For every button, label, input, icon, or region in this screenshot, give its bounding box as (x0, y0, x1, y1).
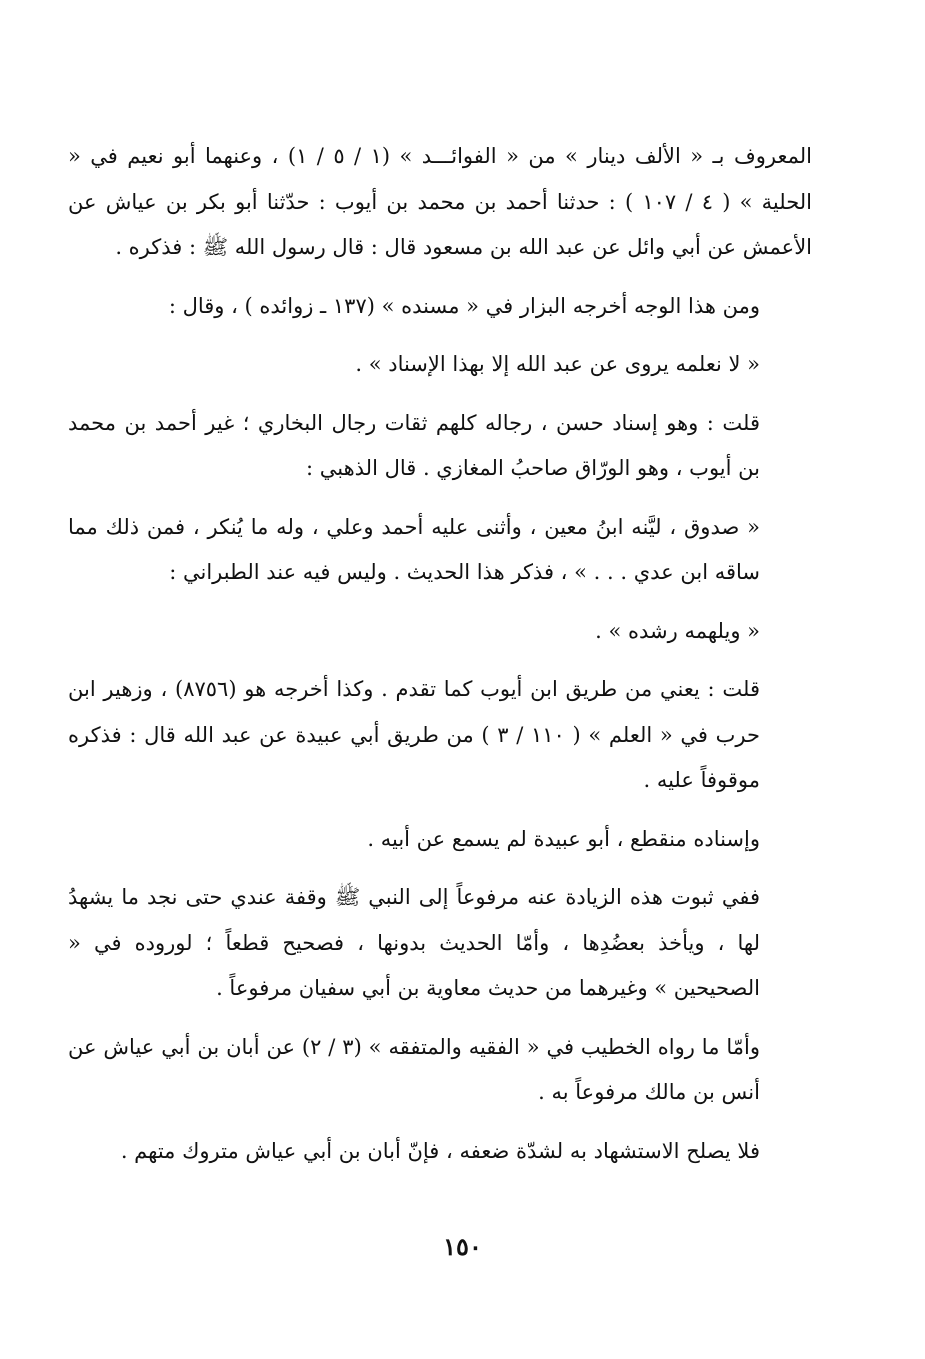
quotation-3: « ويلهمه رشده » . (595, 618, 760, 643)
page-body (68, 134, 812, 1187)
paragraph-3: قلت : وهو إسناد حسن ، رجاله كلهم ثقات رجال البخاري ؛ غير أحمد بن محمد بن أيوب ، وهو الورّاق صاحبُ المغازي . قال الذهبي : (68, 410, 760, 480)
paragraph-1: المعروف بـ « الألف دينار » من « الفوائـــد » (١ / ٥ / ١) ، وعنهما أبو نعيم في « الحلية » ( ٤ / ١٠٧ ) : حدثنا أحمد بن محمد بن أيوب : حدّثنا أبو بكر بن عياش عن الأعمش عن أبي وائل عن عبد الله بن مسعود قال : قال رسول الله ﷺ : فذكره . (68, 144, 812, 259)
paragraph-7: وأمّا ما رواه الخطيب في « الفقيه والمتفقه » (٣ / ٢) عن أبان بن أبي عياش عن أنس بن مالك مرفوعاً به . (68, 1034, 760, 1104)
paragraph-5: وإسناده منقطع ، أبو عبيدة لم يسمع عن أبيه . (367, 826, 760, 851)
quotation-2: « صدوق ، ليَّنه ابنُ معين ، وأثنى عليه أحمد وعلي ، وله ما يُنكر ، فمن ذلك مما ساقه ابن عدي . . . » ، فذكر هذا الحديث . وليس فيه عند الطبراني : (68, 514, 760, 584)
paragraph-6: ففي ثبوت هذه الزيادة عنه مرفوعاً إلى النبي ﷺ وقفة عندي حتى نجد ما يشهدُ لها ، ويأخذ بعضُدِها ، وأمّا الحديث بدونها ، فصحيح قطعاً ؛ لوروده في « الصحيحين » وغيرهما من حديث معاوية بن أبي سفيان مرفوعاً . (68, 885, 760, 1000)
quotation-1: « لا نعلمه يروى عن عبد الله إلا بهذا الإسناد » . (355, 352, 760, 376)
paragraph-4: قلت : يعني من طريق ابن أيوب كما تقدم . وكذا أخرجه هو (٨٧٥٦) ، وزهير ابن حرب في « العلم » ( ١١٠ / ٣ ) من طريق أبي عبيدة عن عبد الله قال : فذكره موقوفاً عليه . (68, 677, 760, 792)
paragraph-2: ومن هذا الوجه أخرجه البزار في « مسنده » (١٣٧ ـ زوائده ) ، وقال : (168, 293, 760, 318)
page-number: ١٥٠ (443, 1232, 482, 1261)
paragraph-8: فلا يصلح الاستشهاد به لشدّة ضعفه ، فإنّ أبان بن أبي عياش متروك متهم . (120, 1138, 760, 1163)
